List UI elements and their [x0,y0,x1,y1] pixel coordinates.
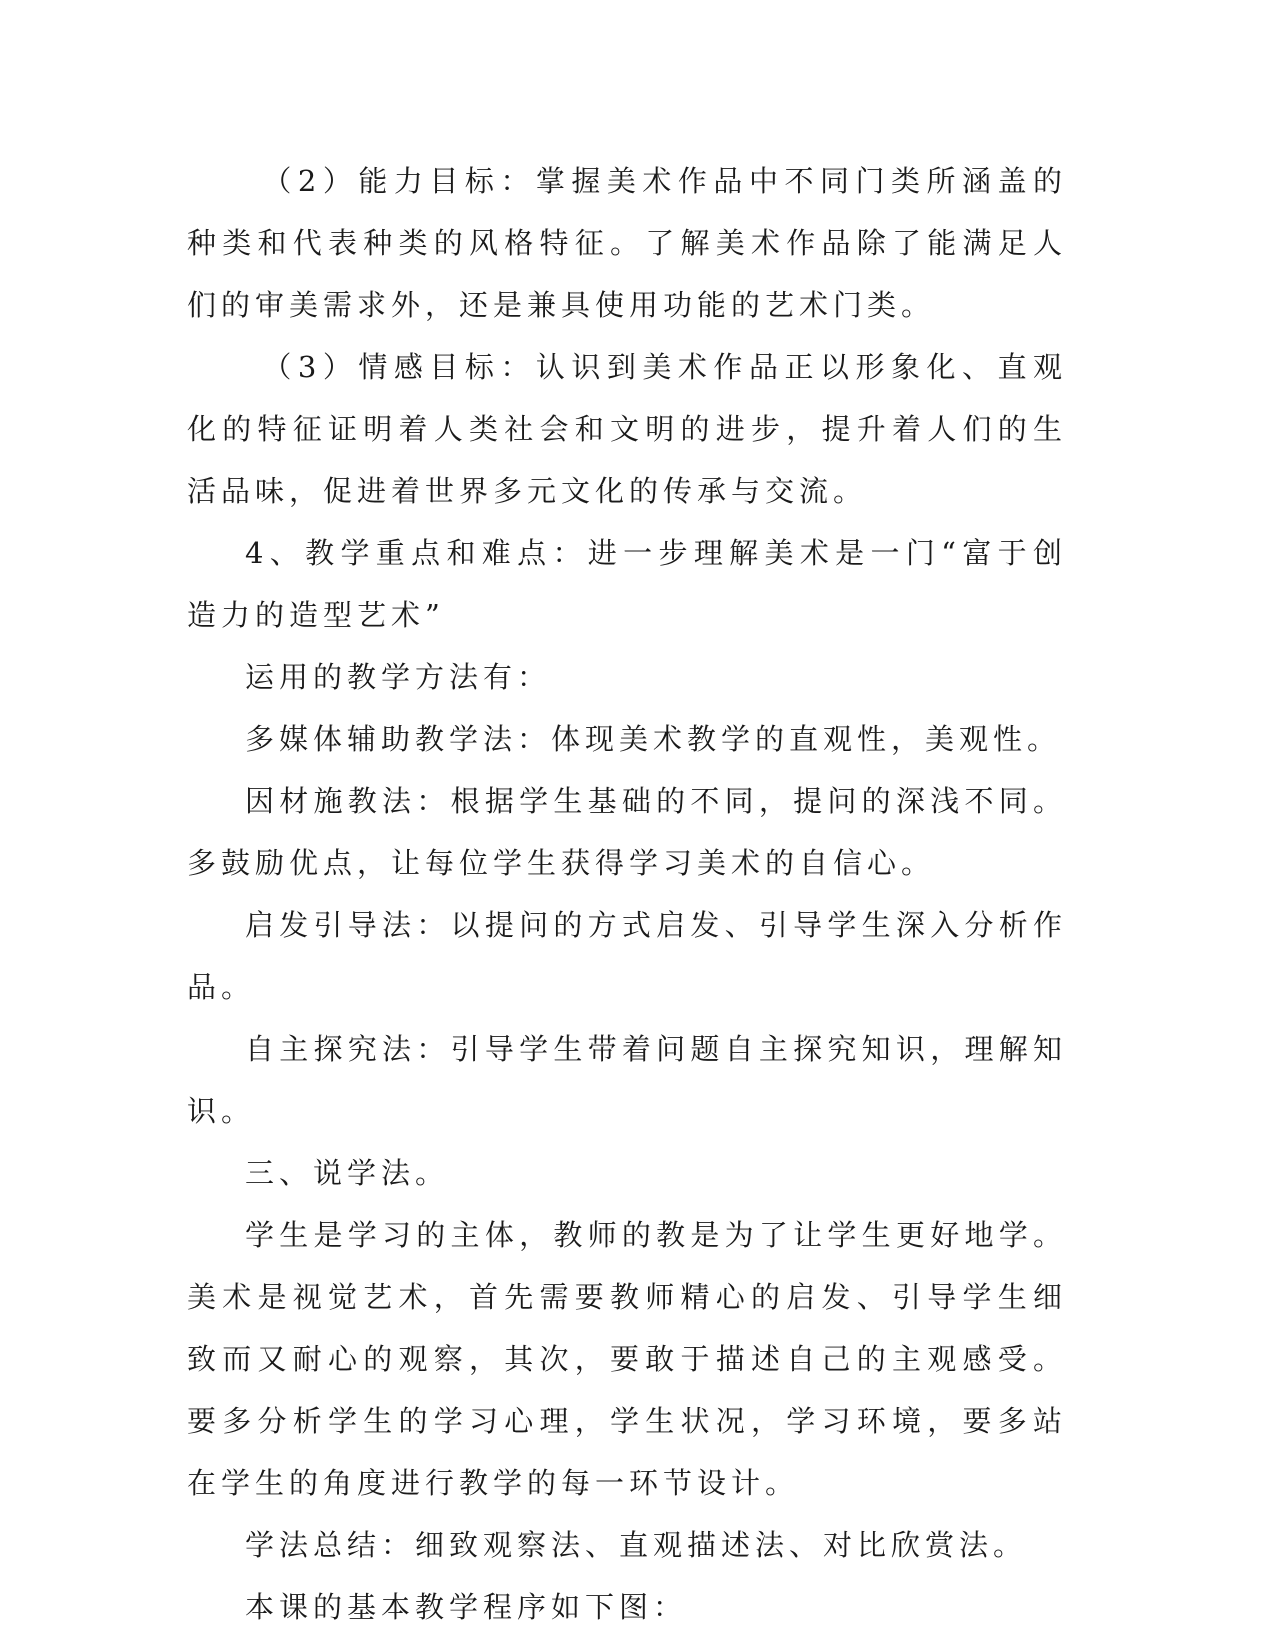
paragraph-procedure-intro: 本课的基本教学程序如下图： [245,1590,688,1624]
paragraph-inquiry-method: 自主探究法：引导学生带着问题自主探究知识，理解知识。 [187,1032,1067,1128]
paragraph-multimedia-method: 多媒体辅助教学法：体现美术教学的直观性，美观性。 [245,722,1062,756]
paragraph-methods-intro: 运用的教学方法有： [245,660,552,694]
document-body [187,150,1067,1638]
paragraph-ability-goal: （2）能力目标：掌握美术作品中不同门类所涵盖的种类和代表种类的风格特征。了解美术作品除了能满足人们的审美需求外，还是兼具使用功能的艺术门类。 [187,164,1067,322]
paragraph-method-summary: 学法总结：细致观察法、直观描述法、对比欣赏法。 [245,1528,1028,1562]
paragraph-emotion-goal: （3）情感目标：认识到美术作品正以形象化、直观化的特征证明着人类社会和文明的进步，提升着人们的生活品味，促进着世界多元文化的传承与交流。 [187,350,1067,508]
paragraph-key-points: 4、教学重点和难点：进一步理解美术是一门“富于创造力的造型艺术” [187,536,1067,632]
paragraph-individualized-method: 因材施教法：根据学生基础的不同，提问的深浅不同。多鼓励优点，让每位学生获得学习美术的自信心。 [187,784,1067,880]
paragraph-section-heading: 三、说学法。 [245,1156,450,1190]
paragraph-learning-method: 学生是学习的主体，教师的教是为了让学生更好地学。美术是视觉艺术，首先需要教师精心的启发、引导学生细致而又耐心的观察，其次，要敢于描述自己的主观感受。要多分析学生的学习心理，学生状况，学习环境，要多站在学生的角度进行教学的每一环节设计。 [187,1218,1067,1500]
paragraph-guidance-method: 启发引导法：以提问的方式启发、引导学生深入分析作品。 [187,908,1067,1004]
